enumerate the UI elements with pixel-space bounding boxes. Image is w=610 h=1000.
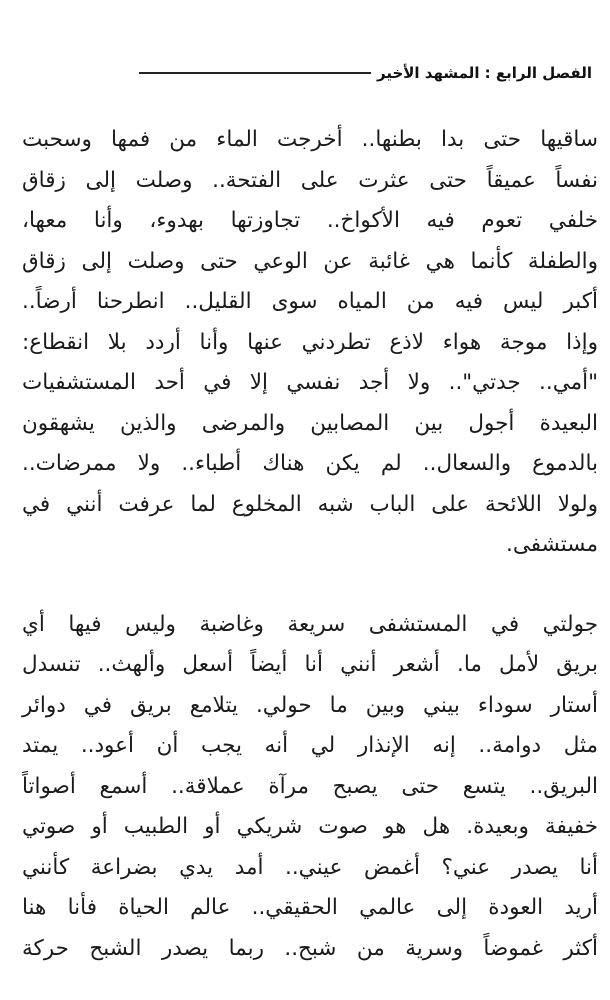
text-line: أنا يصدر عني؟ أغمض عيني.. أمد يدي بضراعة كأنني: [22, 854, 598, 880]
text-line: والطفلة كأنما هي غائبة عن الوعي حتى وصلت إلى زقاق: [22, 248, 598, 274]
paragraph: [22, 120, 598, 566]
paragraph-gap: [22, 566, 598, 605]
text-line: أستار سوداء بيني وبين ما حولي. يتلامع بريق في دوائر: [22, 692, 598, 718]
text-line: مثل دوامة.. إنه الإنذار لي أنه يجب أن أعود.. يمتد: [22, 733, 598, 758]
text-line: بريق لأمل ما. أشعر أنني أنا أيضاً أسعل وألهث.. تنسدل: [22, 652, 598, 677]
page-header: [40, 58, 592, 88]
header-rule: [139, 72, 371, 74]
text-line: مستشفى.: [506, 532, 598, 557]
text-line: أريد العودة إلى عالمي الحقيقي.. عالم الحياة فأنا هنا: [22, 895, 598, 920]
text-line: البريق.. يتسع حتى يصبح مرآة عملاقة.. أسمع أصواتاً: [22, 773, 598, 799]
text-line: جولتي في المستشفى سريعة وغاضبة وليس فيها أي: [22, 611, 598, 637]
text-line: "أمي.. جدتي".. ولا أجد نفسي إلا في أحد المستشفيات: [22, 370, 598, 395]
chapter-title: الفصل الرابع : المشهد الأخير: [377, 64, 592, 82]
text-line: خفيفة وبعيدة. هل هو صوت شريكي أو الطبيب أو صوتي: [22, 814, 598, 839]
text-line: نفساً عميقاً حتى عثرت على الفتحة.. وصلت إلى زقاق: [22, 167, 598, 193]
text-line: خلفي تعوم فيه الأكواخ.. تجاوزتها بهدوء، وأنا معها،: [22, 208, 598, 233]
text-line: وإذا موجة هواء لاذع تطردني عنها وأنا أردد بلا انقطاع:: [22, 329, 598, 355]
text-line: بالدموع والسعال.. لم يكن هناك أطباء.. ولا ممرضات..: [22, 451, 598, 476]
paragraph: [22, 605, 598, 970]
text-line: ولولا اللائحة على الباب شبه المخلوع لما عرفت أنني في: [22, 491, 598, 517]
body-text: [22, 120, 598, 969]
text-line: ساقيها حتى بدا بطنها.. أخرجت الماء من فمها وسحبت: [22, 127, 598, 152]
text-line: البعيدة أجول بين المصابين والمرضى والذين يشهقون: [22, 410, 598, 436]
text-line: أكثر غموضاً وسرية من شبح.. ربما يصدر الشبح حركة: [22, 935, 598, 961]
text-line: أكبر ليس فيه من المياه سوى القليل.. انطرحنا أرضاً..: [22, 289, 598, 314]
